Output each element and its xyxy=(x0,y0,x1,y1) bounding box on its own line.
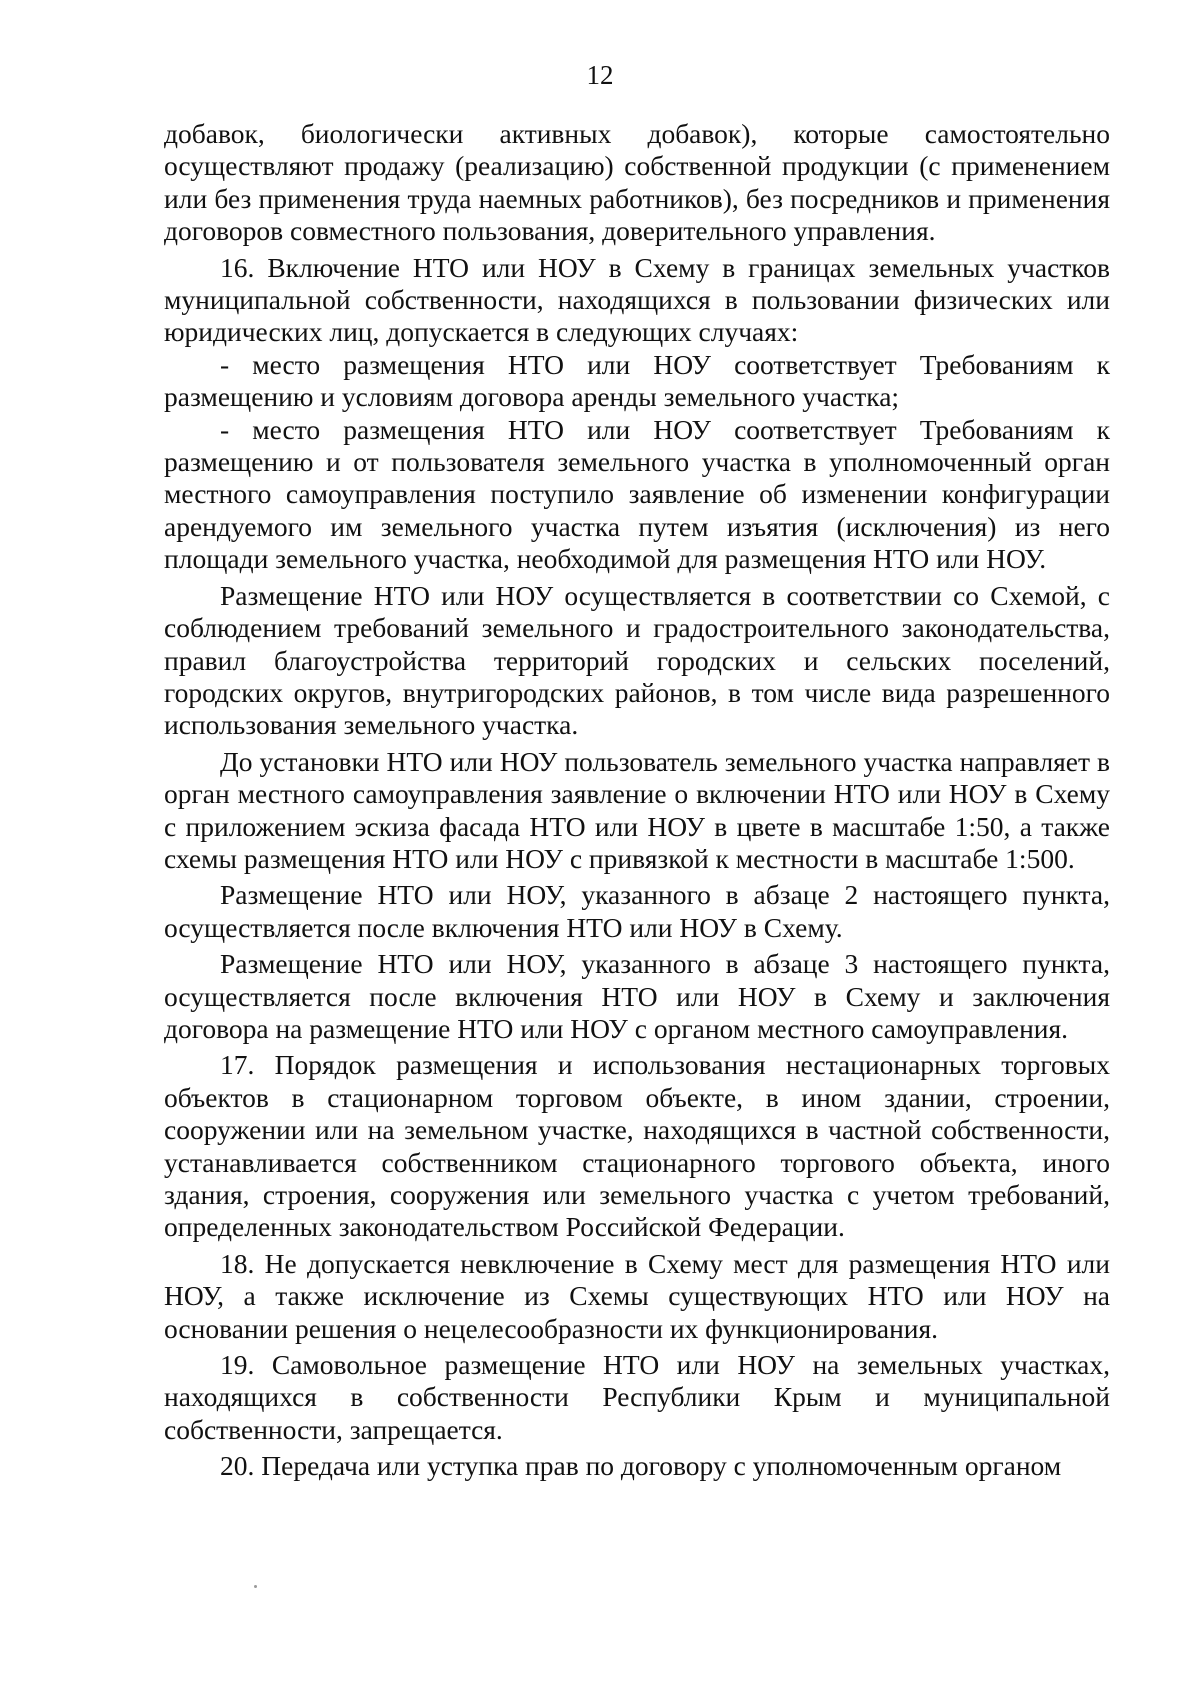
paragraph-item-20: 20. Передача или уступка прав по договору с уполномоченным органом xyxy=(220,1450,1062,1482)
paragraph-abzac-2: Размещение НТО или НОУ, указанного в абзаце 2 настоящего пункта, осуществляется после включения НТО или НОУ в Схему. xyxy=(164,879,1110,943)
document-body xyxy=(164,118,1110,1483)
page-number: 12 xyxy=(586,60,614,90)
paragraph-bullet-1: - место размещения НТО или НОУ соответствует Требованиям к размещению и условиям договора аренды земельного участка; xyxy=(164,348,1110,413)
scan-speck xyxy=(254,1585,257,1588)
paragraph-abzac-3: Размещение НТО или НОУ, указанного в абзаце 3 настоящего пункта, осуществляется после включения НТО или НОУ в Схему и заключения договора на размещение НТО или НОУ с органом местного самоуправления. xyxy=(164,948,1110,1044)
paragraph-continuation: добавок, биологически активных добавок), которые самостоятельно осуществляют продажу (реализацию) собственной продукции (с применением или без применения труда наемных работников), без посредников и применения договоров совместного пользования, доверительного управления. xyxy=(164,118,1110,247)
paragraph-item-19: 19. Самовольное размещение НТО или НОУ на земельных участках, находящихся в собственности Республики Крым и муниципальной собственности, запрещается. xyxy=(164,1349,1110,1445)
paragraph-bullet-2: - место размещения НТО или НОУ соответствует Требованиям к размещению и от пользователя земельного участка в уполномоченный орган местного самоуправления поступило заявление об изменении конфигурации арендуемого им земельного участка путем изъятия (исключения) из него площади земельного участка, необходимой для размещения НТО или НОУ. xyxy=(164,413,1110,575)
paragraph-item-16: 16. Включение НТО или НОУ в Схему в границах земельных участков муниципальной собственности, находящихся в пользовании физических или юридических лиц, допускается в следующих случаях: xyxy=(164,251,1110,348)
paragraph-placement: Размещение НТО или НОУ осуществляется в соответствии со Схемой, с соблюдением требований земельного и градостроительного законодательства, правил благоустройства территорий городских и сельских поселений, городских округов, внутригородских районов, в том числе вида разрешенного использования земельного участка. xyxy=(164,579,1110,741)
paragraph-item-17: 17. Порядок размещения и использования нестационарных торговых объектов в стационарном торговом объекте, в ином здании, строении, сооружении или на земельном участке, находящихся в частной собственности, устанавливается собственником стационарного торгового объекта, иного здания, строения, сооружения или земельного участка с учетом требований, определенных законодательством Российской Федерации. xyxy=(164,1049,1110,1243)
paragraph-installation: До установки НТО или НОУ пользователь земельного участка направляет в орган местного самоуправления заявление о включении НТО или НОУ в Схему с приложением эскиза фасада НТО или НОУ в цвете в масштабе 1:50, а также схемы размещения НТО или НОУ с привязкой к местности в масштабе 1:500. xyxy=(164,745,1110,874)
paragraph-item-18: 18. Не допускается невключение в Схему мест для размещения НТО или НОУ, а также исключение из Схемы существующих НТО или НОУ на основании решения о нецелесообразности их функционирования. xyxy=(164,1247,1110,1344)
